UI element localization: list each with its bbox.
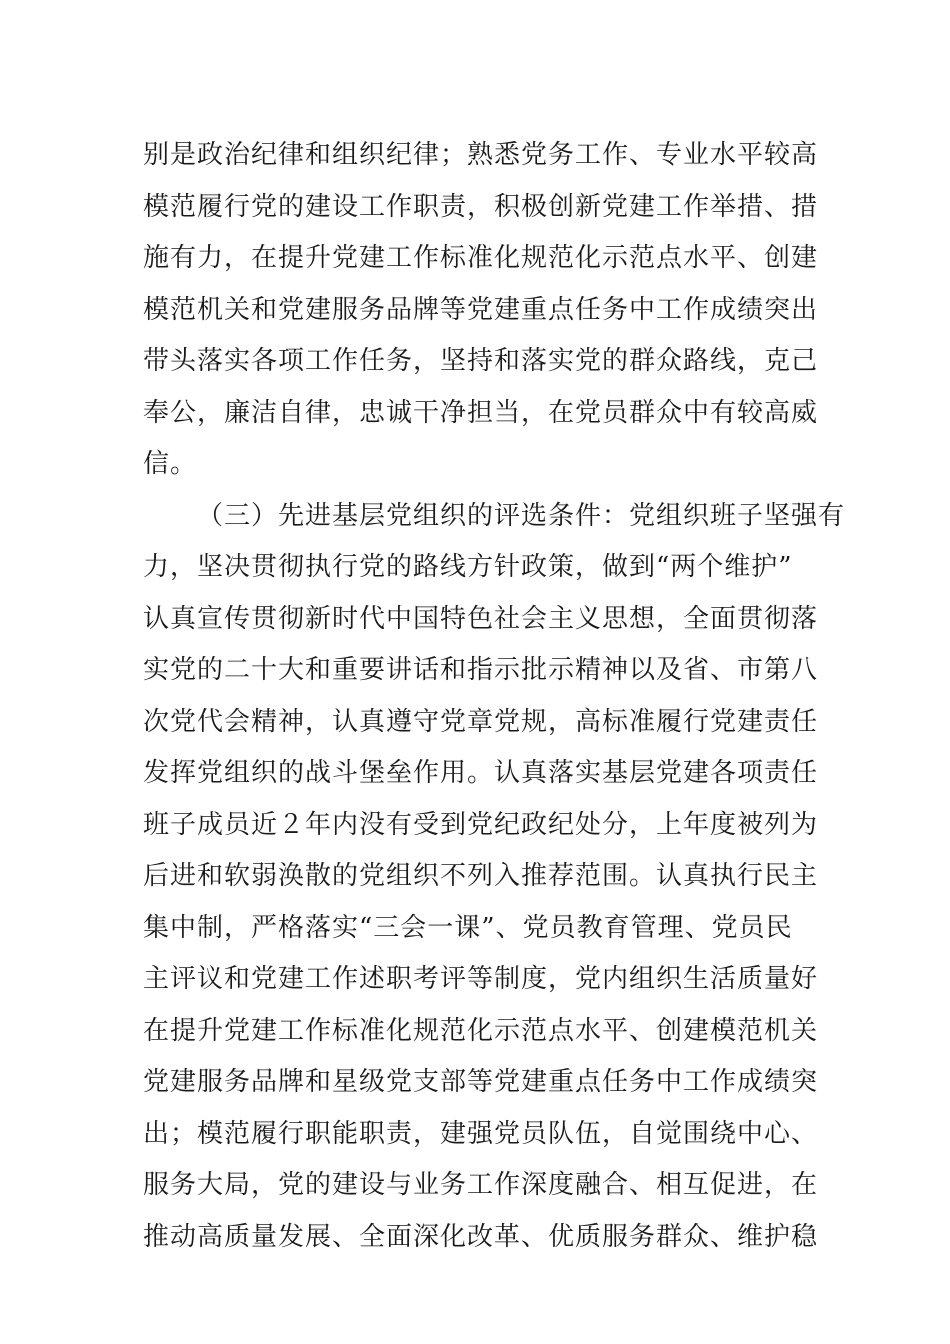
text-line: 实党的二十大和重要讲话和指示批示精神以及省、市第八	[143, 655, 819, 685]
body-text	[143, 130, 846, 1263]
text-line: 别是政治纪律和组织纪律；熟悉党务工作、专业水平较高	[143, 140, 819, 170]
text-line: 推动高质量发展、全面深化改革、优质服务群众、维护稳	[143, 1221, 819, 1252]
text-line: 班子成员近２年内没有受到党纪政纪处分，上年度被列为	[143, 809, 819, 840]
text-line: 力，坚决贯彻执行党的路线方针政策，做到“两个维护”	[143, 552, 793, 582]
text-line: 奉公，廉洁自律，忠诚干净担当，在党员群众中有较高威	[143, 397, 819, 428]
section-heading-line: （三）先进基层党组织的评选条件：党组织班子坚强有	[197, 500, 846, 531]
text-line: 信。	[143, 449, 198, 479]
text-line: 认真宣传贯彻新时代中国特色社会主义思想，全面贯彻落	[143, 603, 819, 634]
text-line: 模范履行党的建设工作职责，积极创新党建工作举措、措	[143, 191, 819, 222]
text-line: 后进和软弱涣散的党组织不列入推荐范围。认真执行民主	[143, 861, 819, 891]
text-line: 主评议和党建工作述职考评等制度，党内组织生活质量好	[143, 964, 819, 994]
text-line: 发挥党组织的战斗堡垒作用。认真落实基层党建各项责任	[143, 758, 819, 788]
text-line: 党建服务品牌和星级党支部等党建重点任务中工作成绩突	[143, 1067, 819, 1097]
text-line: 集中制，严格落实“三会一课”、党员教育管理、党员民	[143, 912, 793, 943]
text-line: 带头落实各项工作任务，坚持和落实党的群众路线，克己	[143, 346, 819, 376]
text-line: 施有力，在提升党建工作标准化规范化示范点水平、创建	[143, 243, 819, 273]
text-line: 模范机关和党建服务品牌等党建重点任务中工作成绩突出	[143, 294, 819, 325]
text-line: 出；模范履行职能职责，建强党员队伍，自觉围绕中心、	[143, 1118, 819, 1149]
text-line: 次党代会精神，认真遵守党章党规，高标准履行党建责任	[143, 706, 819, 737]
text-line: 服务大局，党的建设与业务工作深度融合、相互促进，在	[143, 1170, 819, 1200]
text-line: 在提升党建工作标准化规范化示范点水平、创建模范机关	[143, 1015, 819, 1046]
